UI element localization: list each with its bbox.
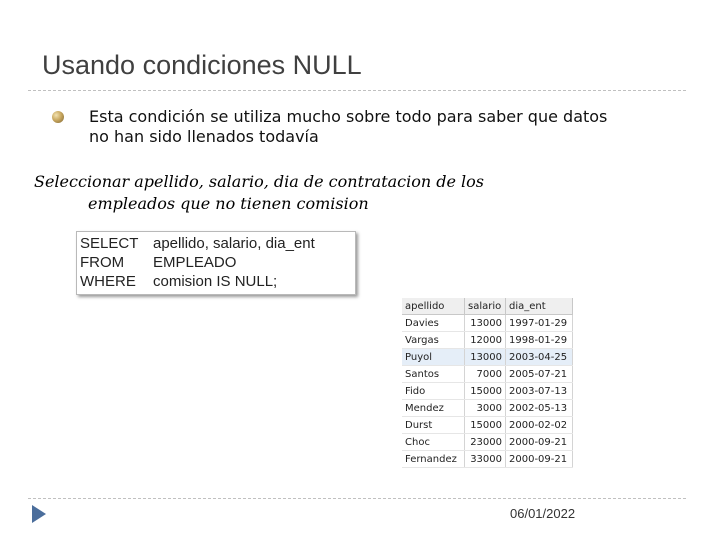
query-description xyxy=(34,171,594,215)
query-result-table xyxy=(402,298,573,468)
table-cell: 2000-09-21 xyxy=(506,434,573,451)
table-cell: 13000 xyxy=(465,349,506,366)
table-cell: 23000 xyxy=(465,434,506,451)
table-cell: 13000 xyxy=(465,315,506,332)
table-cell: 12000 xyxy=(465,332,506,349)
table-row xyxy=(402,349,573,366)
sql-keyword: WHERE xyxy=(80,273,136,290)
table-cell: 33000 xyxy=(465,451,506,468)
sql-args: comision IS NULL; xyxy=(153,273,278,290)
table-row xyxy=(402,400,573,417)
sql-keyword: FROM xyxy=(80,254,125,271)
sql-args: apellido, salario, dia_ent xyxy=(153,235,315,252)
result-header-row xyxy=(402,298,573,315)
sql-keyword: SELECT xyxy=(80,235,139,252)
table-row xyxy=(402,451,573,468)
slide-date: 06/01/2022 xyxy=(510,506,576,521)
table-row xyxy=(402,366,573,383)
table-cell: Davies xyxy=(402,315,465,332)
bottom-divider xyxy=(28,498,686,499)
table-row xyxy=(402,434,573,451)
top-divider xyxy=(28,90,686,91)
table-cell: 7000 xyxy=(465,366,506,383)
next-slide-arrow-icon[interactable] xyxy=(32,505,46,523)
column-header: salario xyxy=(465,298,506,315)
table-cell: 2000-09-21 xyxy=(506,451,573,468)
sql-code-box xyxy=(76,231,356,295)
bullet-icon xyxy=(52,111,64,123)
table-cell: 1998-01-29 xyxy=(506,332,573,349)
table-cell: Vargas xyxy=(402,332,465,349)
table-cell: Mendez xyxy=(402,400,465,417)
table-cell: 2003-07-13 xyxy=(506,383,573,400)
table-cell: Choc xyxy=(402,434,465,451)
column-header: apellido xyxy=(402,298,465,315)
table-cell: 2005-07-21 xyxy=(506,366,573,383)
table-row xyxy=(402,315,573,332)
table-row xyxy=(402,332,573,349)
sql-args: EMPLEADO xyxy=(153,254,237,271)
table-cell: 1997-01-29 xyxy=(506,315,573,332)
table-cell: Durst xyxy=(402,417,465,434)
table-cell: 2000-02-02 xyxy=(506,417,573,434)
table-cell: 15000 xyxy=(465,383,506,400)
query-description-line-1: Seleccionar apellido, salario, dia de contratacion de los xyxy=(34,172,485,191)
column-header: dia_ent xyxy=(506,298,573,315)
table-cell: Fido xyxy=(402,383,465,400)
table-cell: 2003-04-25 xyxy=(506,349,573,366)
table-cell: Fernandez xyxy=(402,451,465,468)
table-cell: 15000 xyxy=(465,417,506,434)
query-description-line-2: empleados que no tienen comision xyxy=(88,194,369,213)
table-row xyxy=(402,417,573,434)
table-cell: Santos xyxy=(402,366,465,383)
table-cell: Puyol xyxy=(402,349,465,366)
table-cell: 3000 xyxy=(465,400,506,417)
table-cell: 2002-05-13 xyxy=(506,400,573,417)
slide-title: Usando condiciones NULL xyxy=(42,50,362,80)
bullet-text: Esta condición se utiliza mucho sobre todo para saber que datos no han sido llenados todavía xyxy=(89,107,608,146)
table-row xyxy=(402,383,573,400)
